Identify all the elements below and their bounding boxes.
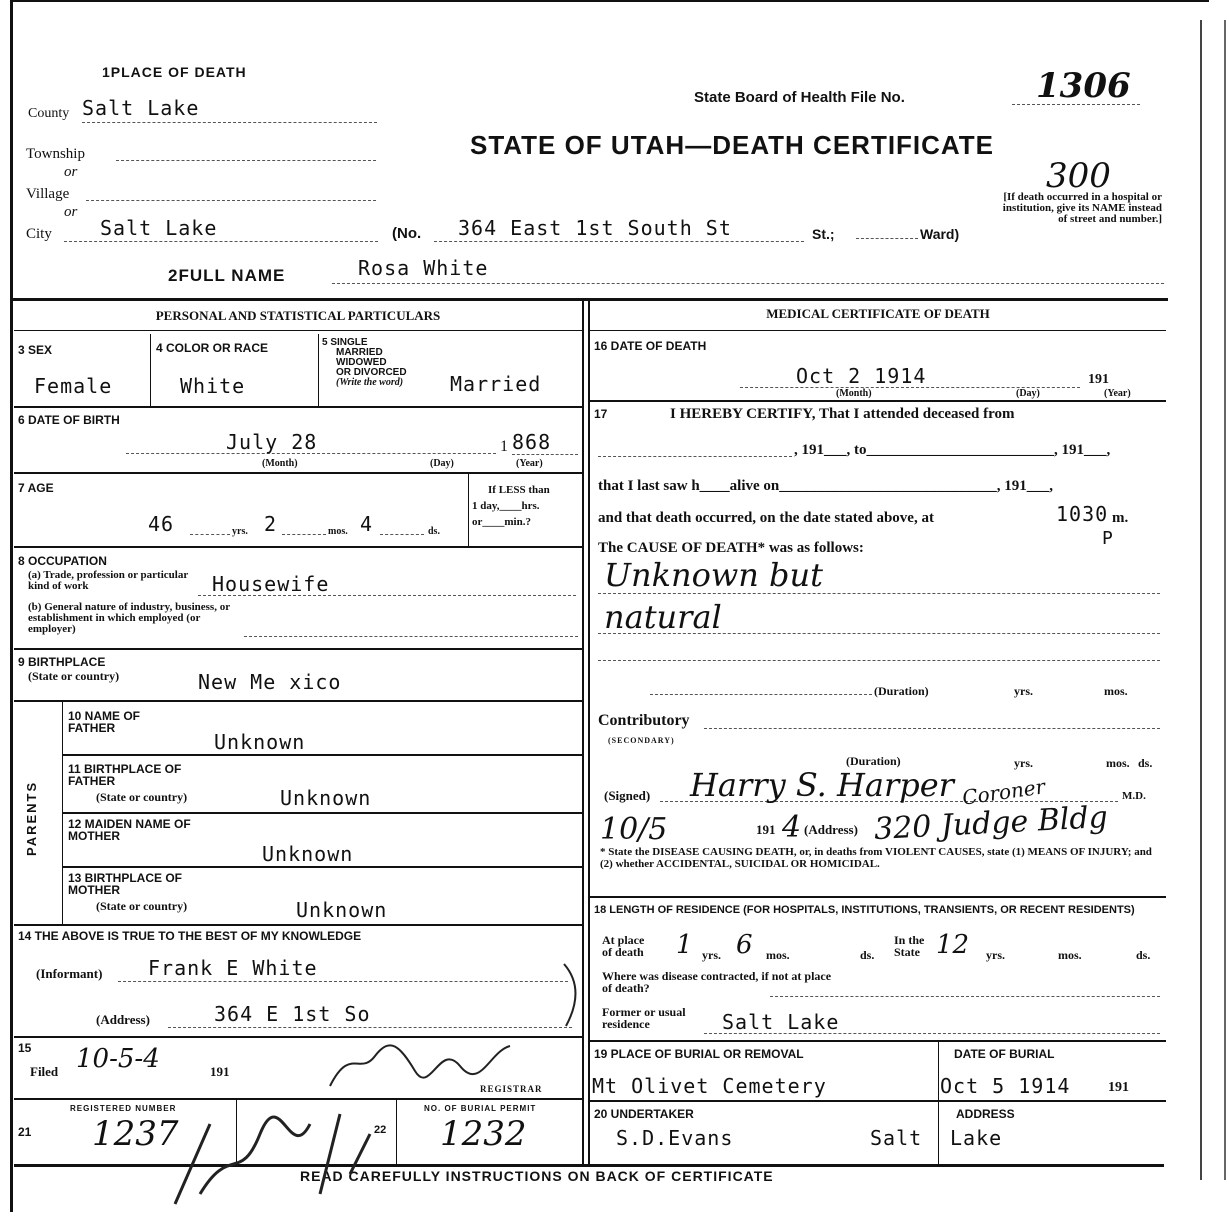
certify-from-line [598, 456, 792, 457]
rule-sex [150, 334, 151, 406]
birthplace-label: 9 BIRTHPLACE [18, 655, 106, 669]
certify-line-4: and that death occurred, on the date stated above, at [598, 510, 934, 526]
month-label: (Month) [262, 458, 298, 469]
marital-label [322, 338, 407, 388]
rule-row-21 [14, 1098, 582, 1100]
secondary-label: (SECONDARY) [608, 736, 675, 745]
footnote: * State the DISEASE CAUSING DEATH, or, in deaths from VIOLENT CAUSES, state (1) MEANS OF INJURY; and (2) whether ACCIDENTAL, SUICIDAL OR HOMICIDAL. [600, 846, 1152, 870]
yrs-label: yrs. [232, 526, 248, 537]
rule-mother-name [62, 812, 582, 814]
full-name-label: 2FULL NAME [168, 266, 286, 285]
occupation-b-line [244, 636, 578, 637]
burial-permit-value: 1232 [440, 1114, 527, 1154]
rule-row-9 [14, 648, 582, 650]
ward-line [856, 238, 918, 239]
mos-label: mos. [328, 526, 348, 537]
age-months: 2 [264, 512, 278, 536]
informant-mark [560, 960, 584, 1030]
personal-section-title: PERSONAL AND STATISTICAL PARTICULARS [155, 308, 441, 323]
filed-number: 15 [18, 1041, 32, 1055]
birthplace-value: New Me xico [198, 670, 342, 694]
age-months-line [282, 534, 326, 535]
rule-center-1 [582, 298, 584, 1166]
signed-year: 191 [756, 822, 776, 837]
dod-year-label: (Year) [1104, 388, 1131, 399]
township-label: Township [26, 146, 85, 162]
certify-line-1: I HEREBY CERTIFY, That I attended deceased from [670, 406, 1015, 422]
undertaker-address-value-2: Lake [950, 1126, 1003, 1150]
hospital-number: 300 [1046, 156, 1111, 196]
signed-value: Harry S. Harper [660, 766, 1118, 802]
burial-date-value: Oct 5 1914 [940, 1074, 1071, 1098]
sex-label: 3 SEX [18, 343, 53, 357]
rule-row-7 [14, 472, 582, 474]
duration-label-1: (Duration) [874, 684, 929, 698]
rule-row-20 [590, 1100, 1166, 1102]
marital-label-line: 5 SINGLE [322, 337, 368, 348]
rule-permit [396, 1100, 397, 1166]
registrar-signature [320, 1036, 520, 1096]
burial-date-suffix: 191 [1108, 1080, 1129, 1095]
in-state-ds-label: ds. [1136, 948, 1151, 962]
hospital-note: [If death occurred in a hospital or institution, give its NAME instead of street and number.] [1002, 191, 1162, 225]
marital-label-line: WIDOWED [336, 357, 387, 368]
rule-parents [62, 702, 63, 926]
death-ampm: P [1102, 528, 1114, 549]
duration-yrs-1: yrs. [1014, 684, 1033, 698]
color-race-label: 4 COLOR OR RACE [156, 341, 269, 355]
former-residence-label: Former or usual residence [602, 1005, 686, 1031]
burial-place-value: Mt Olivet Cemetery [592, 1074, 827, 1098]
dod-month-label: (Month) [836, 388, 872, 399]
marital-value: Married [450, 372, 542, 396]
undertaker-address-value-1: Salt [870, 1126, 923, 1150]
dob-label: 6 DATE OF BIRTH [18, 413, 120, 427]
duration-line-1 [650, 694, 872, 695]
duration-yrs-2: yrs. [1014, 756, 1033, 770]
filed-value: 10-5-4 [76, 1044, 160, 1074]
occupation-b-label: (b) General nature of industry, business, or establishment in which employed (or employer) [28, 601, 230, 635]
address-label: (Address) [96, 1012, 150, 1027]
father-name-label: 10 NAME OF FATHER [68, 709, 141, 735]
mother-birthplace-sub: (State or country) [96, 899, 188, 913]
undertaker-label: 20 UNDERTAKER [594, 1107, 694, 1121]
duration-ds-2: ds. [1138, 756, 1153, 770]
informant-label: (Informant) [36, 966, 103, 981]
contracted-line [770, 996, 1160, 997]
mother-name-label: 12 MAIDEN NAME OF MOTHER [68, 817, 191, 843]
page-edge-right [1200, 20, 1226, 1180]
occupation-value: Housewife [198, 572, 576, 596]
signed-year-hand: 4 [782, 810, 802, 845]
mother-birthplace-label: 13 BIRTHPLACE OF MOTHER [68, 871, 183, 897]
date-of-death-label: 16 DATE OF DEATH [594, 339, 707, 353]
rule-burial [938, 1042, 939, 1164]
burial-place-label: 19 PLACE OF BURIAL OR REMOVAL [594, 1047, 804, 1061]
at-place-yrs-label: yrs. [702, 948, 721, 962]
city-value: Salt Lake [64, 216, 378, 242]
in-state-mos-label: mos. [1058, 948, 1082, 962]
contributory-label: Contributory [598, 712, 690, 729]
county-label: County [28, 106, 70, 121]
county-value: Salt Lake [82, 96, 377, 123]
at-place-mos: 6 [736, 930, 753, 960]
age-label: 7 AGE [18, 481, 54, 495]
or-label-2: or [64, 204, 78, 220]
less-than-line: or____min.? [472, 516, 531, 528]
dod-day-label: (Day) [1016, 388, 1040, 399]
rule-top [12, 298, 1168, 301]
rule-row-8 [14, 546, 582, 548]
father-birthplace-sub: (State or country) [96, 790, 188, 804]
informant-address-value: 364 E 1st So [168, 1002, 572, 1028]
at-place-yrs: 1 [676, 930, 693, 960]
mother-name-value: Unknown [262, 842, 354, 866]
burial-permit-prefix: 22 [374, 1124, 387, 1136]
cause-of-death-label: The CAUSE OF DEATH* was as follows: [598, 540, 864, 556]
rule-color [318, 334, 319, 406]
instructions-footer: READ CAREFULLY INSTRUCTIONS ON BACK OF CERTIFICATE [300, 1168, 774, 1184]
in-state-yrs-label: yrs. [986, 948, 1005, 962]
in-state-yrs: 12 [936, 930, 970, 960]
duration-mos-1: mos. [1104, 684, 1128, 698]
sign-address-label: (Address) [804, 822, 858, 837]
signed-date: 10/5 [600, 812, 668, 847]
place-of-death-label: 1PLACE OF DEATH [102, 64, 247, 80]
city-label: City [26, 226, 52, 242]
file-number-label: State Board of Health File No. [694, 89, 905, 106]
death-time: 1030 [1056, 502, 1109, 526]
rule-mother-bp [62, 866, 582, 868]
at-place-ds-label: ds. [860, 948, 875, 962]
marital-label-line: (Write the word) [336, 377, 404, 388]
date-of-death-year-suffix: 191 [1088, 372, 1109, 387]
ds-label: ds. [428, 526, 440, 537]
occupation-label: 8 OCCUPATION [18, 554, 107, 568]
rule-row-6 [14, 406, 582, 408]
contracted-label: Where was disease contracted, if not at place of death? [602, 969, 832, 995]
undertaker-value: S.D.Evans [616, 1126, 734, 1150]
less-than-line: 1 day,____hrs. [472, 500, 540, 512]
signed-label: (Signed) [604, 788, 651, 803]
rule-center-2 [588, 298, 590, 1166]
age-days-line [380, 534, 424, 535]
less-than-day [472, 482, 550, 530]
rule-row-14 [14, 924, 582, 926]
date-of-death-value: Oct 2 1914 [740, 364, 1080, 388]
cause-line-3 [598, 660, 1160, 661]
year-label: (Year) [516, 458, 543, 469]
sign-address-value: 320 Judge Bldg [873, 799, 1109, 848]
knowledge-label: 14 THE ABOVE IS TRUE TO THE BEST OF MY KNOWLEDGE [18, 929, 362, 943]
medical-section-title: MEDICAL CERTIFICATE OF DEATH [766, 306, 990, 321]
residence-label: 18 LENGTH OF RESIDENCE (FOR HOSPITALS, INSTITUTIONS, TRANSIENTS, OR RECENT RESIDENTS) [594, 904, 1135, 916]
age-years: 46 [148, 512, 175, 536]
full-name-value: Rosa White [332, 256, 1164, 284]
street-value: 364 East 1st South St [434, 216, 804, 242]
duration-label-2: (Duration) [846, 754, 901, 768]
rule-row-19 [590, 1040, 1166, 1042]
street-no-label: (No. [392, 225, 422, 242]
certificate-title: STATE OF UTAH—DEATH CERTIFICATE [470, 130, 994, 160]
registered-number-label: REGISTERED NUMBER [70, 1104, 177, 1113]
contributory-line [704, 728, 1160, 729]
rule-left-title [14, 330, 582, 331]
cause-line-2: natural [598, 598, 1160, 634]
at-place-mos-label: mos. [766, 948, 790, 962]
rule-row-18 [590, 896, 1166, 898]
father-birthplace-value: Unknown [280, 786, 372, 810]
occupation-a-label: (a) Trade, profession or particular kind of work [28, 569, 189, 592]
registrar-scrawl [170, 1104, 380, 1212]
burial-date-label: DATE OF BURIAL [954, 1047, 1055, 1061]
dob-year-prefix: 1 [500, 438, 508, 455]
duration-mos-2: mos. [1106, 756, 1130, 770]
registrar-label: REGISTRAR [480, 1084, 543, 1094]
age-days: 4 [360, 512, 374, 536]
village-line [86, 200, 376, 201]
marital-label-line: MARRIED [336, 347, 383, 358]
father-birthplace-label: 11 BIRTHPLACE OF FATHER [68, 762, 182, 788]
color-race-value: White [180, 374, 246, 398]
rule-father [62, 754, 582, 756]
filed-label: Filed [30, 1064, 59, 1079]
dob-month-day: July 28 [126, 430, 496, 454]
filed-year: 191 [210, 1064, 230, 1079]
informant-value: Frank E White [118, 956, 568, 982]
rule-less [468, 474, 469, 546]
ward-label: Ward) [920, 226, 960, 242]
md-label: M.D. [1122, 790, 1146, 802]
certify-line-2: , 191___, to_________________________, 191___, [794, 442, 1111, 458]
registered-number-prefix: 21 [18, 1125, 32, 1139]
rule-row-17 [590, 400, 1166, 402]
in-state-label: In the State [894, 933, 925, 959]
sex-value: Female [34, 374, 113, 398]
cause-line-1: Unknown but [598, 556, 1160, 594]
burial-permit-label: NO. OF BURIAL PERMIT [424, 1104, 537, 1113]
st-label: St.; [812, 226, 835, 242]
former-residence-value: Salt Lake [704, 1010, 1160, 1034]
certify-line-3: that I last saw h____alive on_____________________________, 191___, [598, 478, 1054, 494]
birthplace-sub: (State or country) [28, 669, 120, 683]
at-place-label: At place of death [602, 933, 645, 959]
township-line [116, 160, 376, 161]
signed-title: Coroner [960, 774, 1047, 810]
village-label: Village [26, 186, 70, 202]
rule-right-title [590, 330, 1166, 331]
certify-number: 17 [594, 407, 608, 421]
dob-year: 868 [512, 430, 578, 455]
or-label-1: or [64, 164, 78, 180]
father-name-value: Unknown [214, 730, 306, 754]
age-years-line [190, 534, 230, 535]
undertaker-address-label: ADDRESS [956, 1107, 1015, 1121]
parents-label: PARENTS [24, 780, 39, 856]
marital-label-line: OR DIVORCED [336, 367, 407, 378]
rule-row-10 [14, 700, 582, 702]
less-than-line: If LESS than [488, 484, 550, 496]
death-time-suffix: m. [1112, 510, 1129, 526]
registered-number-value: 1237 [92, 1114, 179, 1154]
file-number-value: 1306 [1036, 66, 1131, 106]
day-label: (Day) [430, 458, 454, 469]
mother-birthplace-value: Unknown [296, 898, 388, 922]
